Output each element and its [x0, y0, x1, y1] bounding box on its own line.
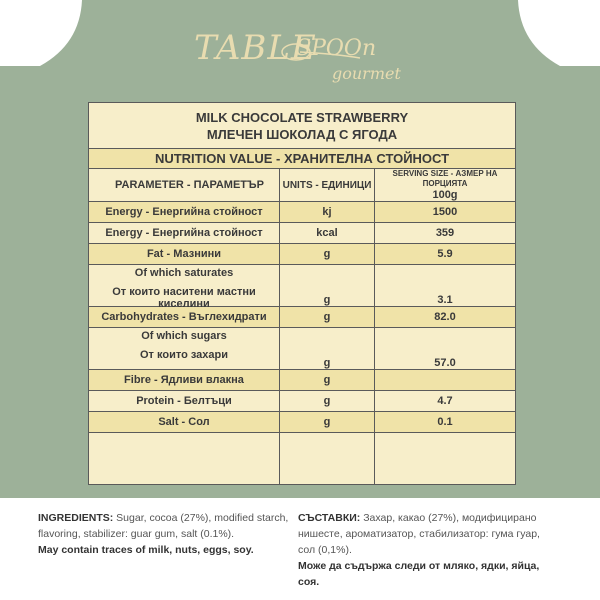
- section-title-row: [89, 149, 516, 169]
- table-row: [89, 202, 516, 223]
- row-value: 1500: [375, 202, 516, 223]
- product-title-row: [89, 103, 516, 149]
- row-parameter: [89, 265, 280, 310]
- row-parameter: Fat - Мазнини: [89, 244, 280, 265]
- filler-cell: [89, 433, 280, 485]
- product-title-en: MILK CHOCOLATE STRAWBERRY: [195, 109, 409, 125]
- header-serving: [375, 169, 516, 202]
- row-parameter-line2: От които наситени мастни киселини: [112, 285, 256, 310]
- row-unit: kj: [280, 202, 375, 223]
- row-value: 359: [375, 223, 516, 244]
- filler-cell: [375, 433, 516, 485]
- row-unit: kcal: [280, 223, 375, 244]
- row-parameter: Protein - Белтъци: [89, 391, 280, 412]
- table-row: [89, 307, 516, 328]
- brand-logo: [182, 26, 432, 86]
- row-value: 57.0: [375, 328, 516, 370]
- ingredients-en-lead: INGREDIENTS:: [38, 512, 114, 524]
- header-units: UNITS - ЕДИНИЦИ: [280, 169, 375, 202]
- product-title-bg: МЛЕЧЕН ШОКОЛАД С ЯГОДА: [206, 126, 398, 142]
- row-parameter: [89, 328, 280, 370]
- table-row: [89, 223, 516, 244]
- nutrition-table: [88, 102, 516, 485]
- row-unit: g: [280, 391, 375, 412]
- row-parameter-line1: Of which sugars: [141, 329, 227, 342]
- allergen-warning-en: May contain traces of milk, nuts, eggs, soy.: [38, 544, 254, 556]
- product-title-cell: [89, 103, 516, 149]
- table-row: [89, 391, 516, 412]
- filler-cell: [280, 433, 375, 485]
- brand-logo-gourmet: gourmet: [332, 64, 401, 83]
- header-parameter: PARAMETER - ПАРАМЕТЪР: [89, 169, 280, 202]
- header-row: [89, 169, 516, 202]
- table-row: [89, 328, 516, 370]
- row-value: 3.1: [375, 265, 516, 307]
- row-parameter: Fibre - Ядливи влакна: [89, 370, 280, 391]
- table-row: [89, 412, 516, 433]
- row-unit: g: [280, 307, 375, 328]
- row-parameter: Energy - Енергийна стойност: [89, 223, 280, 244]
- section-title: NUTRITION VALUE - ХРАНИТЕЛНА СТОЙНОСТ: [89, 149, 516, 169]
- brand-logo-spoon: SPOOn: [296, 36, 377, 61]
- ingredients-bg-lead: СЪСТАВКИ:: [298, 512, 361, 524]
- row-parameter: Salt - Сол: [89, 412, 280, 433]
- table-filler-row: [89, 433, 516, 485]
- brand-logo-table: TABLE: [194, 28, 317, 68]
- table-row: [89, 244, 516, 265]
- ingredients-bg-text: Захар, какао (27%), модифицирано нишесте, ароматизатор, стабилизатор: гума гуар, сол (0,1%).: [298, 512, 540, 556]
- row-unit: g: [280, 244, 375, 265]
- row-parameter-line1: Of which saturates: [134, 266, 234, 279]
- table-row: [89, 370, 516, 391]
- row-parameter-line2: От които захари: [139, 348, 229, 361]
- ingredients-bg: [298, 510, 553, 590]
- header-serving-value: 100g: [432, 189, 458, 201]
- row-value: 5.9: [375, 244, 516, 265]
- allergen-warning-bg: Може да съдържа следи от мляко, ядки, яйца, соя.: [298, 560, 540, 588]
- row-unit: g: [280, 265, 375, 307]
- row-value: 4.7: [375, 391, 516, 412]
- row-parameter: Carbohydrates - Въглехидрати: [89, 307, 280, 328]
- row-value: 0.1: [375, 412, 516, 433]
- row-unit: g: [280, 328, 375, 370]
- row-value: [375, 370, 516, 391]
- row-value: 82.0: [375, 307, 516, 328]
- ingredients-en-text: Sugar, cocoa (27%), modified starch, flavoring, stabilizer: guar gum, salt (0.1%).: [38, 512, 289, 540]
- row-parameter: Energy - Енергийна стойност: [89, 202, 280, 223]
- row-unit: g: [280, 412, 375, 433]
- header-serving-label: SERVING SIZE - АЗМЕР НА ПОРЦИЯТА: [392, 169, 498, 188]
- row-unit: g: [280, 370, 375, 391]
- ingredients-en: [38, 510, 293, 558]
- table-row: [89, 265, 516, 307]
